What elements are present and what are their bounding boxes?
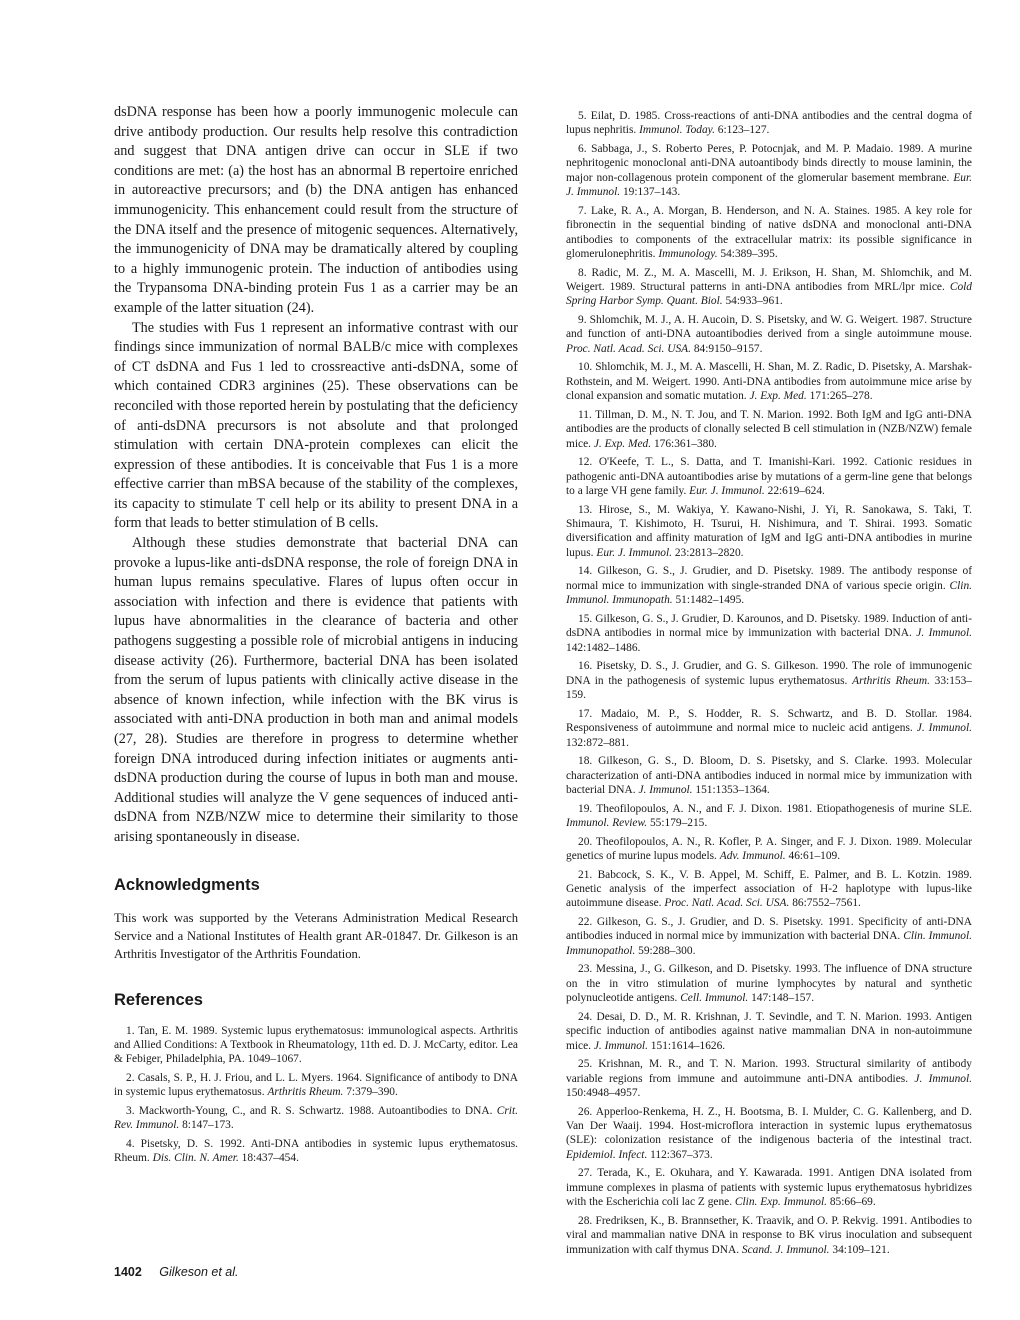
reference-item <box>566 142 972 200</box>
reference-volume-pages: 7:379–390. <box>343 1086 398 1099</box>
reference-journal: Immunology. <box>658 248 718 261</box>
reference-item <box>566 266 972 309</box>
reference-item <box>566 962 972 1005</box>
reference-text: 28. Fredriksen, K., B. Brannsether, K. Traavik, and O. P. Rekvig. 1991. Antibodies to viral and mammalian native DNA in response to BK virus inoculation and subsequent immunization with calf thymus DNA. <box>566 1214 972 1256</box>
reference-journal: Cold Spring Harbor Symp. Quant. Biol. <box>566 281 972 308</box>
acknowledgments-text: This work was supported by the Veterans Administration Medical Research Service and a National Institutes of Health grant AR-01847. Dr. Gilkeson is an Arthritis Investigator of the Arthritis Foundation. <box>114 910 518 961</box>
reference-journal: Proc. Natl. Acad. Sci. USA. <box>664 897 790 910</box>
reference-journal: Eur. J. Immunol. <box>566 171 972 199</box>
reference-volume-pages: 86:7552–7561. <box>789 897 861 910</box>
reference-volume-pages: 151:1353–1364. <box>692 783 770 796</box>
reference-volume-pages: 176:361–380. <box>651 437 717 450</box>
reference-text: 9. Shlomchik, M. J., A. H. Aucoin, D. S. Pisetsky, and W. G. Weigert. 1987. Structure and function of anti-DNA autoantibodies derived from a single autoimmune mouse. <box>566 314 972 341</box>
right-column <box>566 103 972 1261</box>
reference-item <box>566 835 972 864</box>
reference-volume-pages: 22:619–624. <box>764 485 825 498</box>
reference-journal: Clin. Exp. Immunol. <box>734 1196 827 1209</box>
reference-journal: J. Immunol. <box>914 1072 972 1085</box>
reference-volume-pages: 112:367–373. <box>647 1148 713 1161</box>
left-column <box>114 103 518 1170</box>
references-heading: References <box>114 990 203 1009</box>
reference-text: 5. Eilat, D. 1985. Cross-reactions of anti-DNA antibodies and the central dogma of lupus nephritis. <box>566 110 972 137</box>
reference-item <box>566 612 972 655</box>
reference-volume-pages: 46:61–109. <box>785 849 841 862</box>
reference-volume-pages: 147:148–157. <box>748 992 815 1005</box>
reference-item <box>566 1214 972 1257</box>
body-paragraph: The studies with Fus 1 represent an informative contrast with our findings since immunization of normal BALB/c mice with complexes of CT dsDNA and Fus 1 led to crossreactive anti-dsDNA, some of which contained CDR3 arginines (25). These observations can be reconciled with those reported herein by postulating that the deficiency of anti-dsDNA precursors is not absolute and that prolonged stimulation with certain DNA-protein complexes can elicit the expression of these antibodies. It is conceivable that Fus 1 is a more effective carrier than mBSA because of the stability of the complexes, its capacity to stimulate T cell help or its ability to present DNA in a form that leads to better stimulation of B cells. <box>114 319 518 532</box>
reference-volume-pages: 151:1614–1626. <box>647 1039 726 1052</box>
reference-text: 18. Gilkeson, G. S., D. Bloom, D. S. Pisetsky, and S. Clarke. 1993. Molecular characterization of anti-DNA antibodies induced in normal mice by immunization with bacterial DNA. <box>566 755 972 796</box>
reference-volume-pages: 84:9150–9157. <box>690 342 763 355</box>
reference-text: 19. Theofilopoulos, A. N., and F. J. Dixon. 1981. Etiopathogenesis of murine SLE. <box>578 802 972 815</box>
reference-journal: Clin. Immunol. Immunopath. <box>566 579 972 607</box>
reference-volume-pages: 23:2813–2820. <box>672 546 744 559</box>
reference-item <box>114 1071 518 1100</box>
reference-item <box>566 1010 972 1053</box>
reference-text: 1. Tan, E. M. 1989. Systemic lupus erythematosus: immunological aspects. Arthritis and Allied Conditions: A Textbook in Rheumatology, 11th ed. D. J. McCarty, editor. Lea & Febiger, Philadelphia, PA. 1049–1067. <box>114 1024 518 1066</box>
reference-journal: J. Immunol. <box>593 1039 648 1052</box>
reference-item <box>566 915 972 958</box>
reference-text: 2. Casals, S. P., H. J. Friou, and L. L. Myers. 1964. Significance of antibody to DNA in systemic lupus erythematosus. <box>114 1071 518 1099</box>
reference-text: 24. Desai, D. D., M. R. Krishnan, J. T. Sevindle, and T. N. Marion. 1993. Antigen specific induction of antibodies against native mammalian DNA in non-autoimmune mice. <box>566 1010 972 1052</box>
reference-item <box>114 1024 518 1067</box>
reference-text: 15. Gilkeson, G. S., J. Grudier, D. Karounos, and D. Pisetsky. 1989. Induction of anti-dsDNA antibodies in normal mice by immunization with bacterial DNA. <box>566 612 972 640</box>
reference-journal: Proc. Natl. Acad. Sci. USA. <box>566 342 691 355</box>
reference-item <box>566 1105 972 1163</box>
reference-volume-pages: 34:109–121. <box>829 1243 890 1256</box>
reference-item <box>114 1104 518 1133</box>
body-paragraph: dsDNA response has been how a poorly immunogenic molecule can drive antibody production. Our results help resolve this contradiction and suggest that DNA antigen drive can occur in SLE if two conditions are met: (a) the host has an abnormal B repertoire enriched in autoreactive precursors; and (b) the DNA antigen has enhanced immunogenicity. This enhancement could result from the structure of the DNA itself and the presence of mitogenic sequences. Alternatively, the immunogenicity of DNA may be dramatically altered by coupling to a highly immunogenic protein. The induction of antibodies using the Trypansoma DNA-binding protein Fus 1 as a carrier may be an example of the latter situation (24). <box>114 104 518 316</box>
reference-journal: Dis. Clin. N. Amer. <box>152 1152 239 1165</box>
reference-journal: Epidemiol. Infect. <box>566 1148 648 1161</box>
reference-journal: J. Immunol. <box>638 783 693 796</box>
reference-journal: J. Exp. Med. <box>749 390 807 403</box>
reference-text: 11. Tillman, D. M., N. T. Jou, and T. N. Marion. 1992. Both IgM and IgG anti-DNA antibodies are the products of clonally selected B cell stimulation in (NZB/NZW) female mice. <box>566 408 972 450</box>
reference-text: 13. Hirose, S., M. Wakiya, Y. Kawano-Nishi, J. Yi, R. Sanokawa, S. Taki, T. Shimaura, T. Kishimoto, H. Tsurui, H. Nishimura, and T. Shirai. 1993. Somatic diversification and affinity maturation of IgM and IgG anti-DNA antibodies in murine lupus. <box>566 503 972 559</box>
reference-volume-pages: 54:933–961. <box>722 295 783 308</box>
reference-journal: J. Exp. Med. <box>593 437 652 450</box>
page-number: 1402 <box>114 1265 142 1279</box>
reference-item <box>566 1166 972 1209</box>
reference-item <box>566 455 972 498</box>
acknowledgments-heading: Acknowledgments <box>114 875 260 894</box>
reference-volume-pages: 150:4948–4957. <box>566 1086 641 1099</box>
reference-text: 25. Krishnan, M. R., and T. N. Marion. 1993. Structural similarity of antibody variable regions from immune and autoimmune anti-DNA antibodies. <box>566 1058 972 1085</box>
reference-journal: Arthritis Rheum. <box>852 674 930 687</box>
reference-item <box>566 868 972 911</box>
reference-volume-pages: 142:1482–1486. <box>566 641 641 654</box>
reference-text: 3. Mackworth-Young, C., and R. S. Schwartz. 1988. Autoantibodies to DNA. <box>126 1104 497 1117</box>
reference-journal: Cell. Immunol. <box>680 992 749 1005</box>
reference-volume-pages: 59:288–300. <box>635 944 696 957</box>
reference-text: 12. O'Keefe, T. L., S. Datta, and T. Imanishi-Kari. 1992. Cationic residues in pathogenic anti-DNA autoantibodies arise by mutations of a germ-line gene that belongs to a large VH gene family. <box>566 456 972 498</box>
reference-item <box>566 1057 972 1100</box>
reference-text: 20. Theofilopoulos, A. N., R. Kofler, P. A. Singer, and F. J. Dixon. 1989. Molecular genetics of murine lupus models. <box>566 835 972 862</box>
reference-text: 23. Messina, J., G. Gilkeson, and D. Pisetsky. 1993. The influence of DNA structure on the in vitro stimulation of murine lymphocytes by natural and synthetic polynucleotide antigens. <box>566 963 972 1005</box>
reference-volume-pages: 19:137–143. <box>620 186 681 199</box>
reference-item <box>114 1137 518 1166</box>
reference-journal: J. Immunol. <box>916 627 972 640</box>
reference-journal: Immunol. Today. <box>639 124 715 137</box>
reference-item <box>566 802 972 831</box>
reference-item <box>566 204 972 262</box>
body-paragraph: Although these studies demonstrate that bacterial DNA can provoke a lupus-like anti-dsDNA response, the role of foreign DNA in human lupus remains speculative. Flares of lupus often occur in association with infection and there is evidence that patients with lupus have abnormalities in the clearance of bacteria and other pathogens suggesting a possible role of microbial antigens in inducing disease activity (26). Furthermore, bacterial DNA has been isolated from the serum of lupus patients with clinically active disease in the absence of known infection, while infection with the BK virus is associated with anti-DNA production in both man and animal models (27, 28). Studies are therefore in progress to determine whether foreign DNA introduced during infection initiates or augments anti-dsDNA production during the course of lupus in both man and mouse. Additional studies will analyze the V gene sequences of induced anti-dsDNA from NZB/NZW mice to determine their similarity to those arising spontaneously in disease. <box>114 535 518 845</box>
reference-text: 7. Lake, R. A., A. Morgan, B. Henderson, and N. A. Staines. 1985. A key role for fibronectin in the sequential binding of native dsDNA and monoclonal anti-DNA antibodies to components of the extracellular matrix: its possible significance in glomerulonephritis. <box>566 204 972 261</box>
reference-volume-pages: 54:389–395. <box>717 248 778 261</box>
reference-item <box>566 313 972 356</box>
reference-text: 21. Babcock, S. K., V. B. Appel, M. Schiff, E. Palmer, and B. L. Kotzin. 1989. Genetic analysis of the imperfect association of H-2 haplotype with lupus-like autoimmune disease. <box>566 868 972 910</box>
reference-item <box>566 109 972 138</box>
reference-item <box>566 754 972 797</box>
reference-text: 14. Gilkeson, G. S., J. Grudier, and D. Pisetsky. 1989. The antibody response of normal mice to immunization with single-stranded DNA of various specie origin. <box>566 565 972 592</box>
reference-item <box>566 659 972 702</box>
reference-item <box>566 707 972 750</box>
reference-text: 27. Terada, K., E. Okuhara, and Y. Kawarada. 1991. Antigen DNA isolated from immune complexes in plasma of patients with systemic lupus erythematosus hybridizes with the Escherichia coli lac Z gene. <box>566 1167 972 1209</box>
reference-volume-pages: 85:66–69. <box>826 1196 876 1209</box>
reference-text: 16. Pisetsky, D. S., J. Grudier, and G. S. Gilkeson. 1990. The role of immunogenic DNA in the pathogenesis of systemic lupus erythematosus. <box>566 660 972 687</box>
reference-item <box>566 360 972 403</box>
reference-journal: Eur. J. Immunol. <box>689 485 765 498</box>
reference-text: 6. Sabbaga, J., S. Roberto Peres, P. Potocnjak, and M. P. Madaio. 1989. A murine nephritogenic monoclonal anti-DNA autoantibody binds directly to mouse laminin, the major non-collagenous protein component of the glomerular basement membrane. <box>566 143 972 184</box>
reference-list-left <box>114 1024 518 1166</box>
reference-volume-pages: 55:179–215. <box>647 816 708 829</box>
reference-journal: Clin. Immunol. Immunopathol. <box>566 930 972 957</box>
reference-volume-pages: 6:123–127. <box>714 124 770 137</box>
reference-item <box>566 408 972 451</box>
reference-journal: J. Immunol. <box>916 722 972 735</box>
reference-text: 4. Pisetsky, D. S. 1992. Anti-DNA antibodies in systemic lupus erythematosus. Rheum. <box>114 1137 518 1165</box>
reference-volume-pages: 171:265–278. <box>806 390 873 403</box>
reference-volume-pages: 8:147–173. <box>179 1119 234 1132</box>
reference-volume-pages: 51:1482–1495. <box>672 594 745 607</box>
running-head: Gilkeson et al. <box>159 1265 239 1279</box>
reference-item <box>566 503 972 561</box>
reference-text: 10. Shlomchik, M. J., M. A. Mascelli, H. Shan, M. Z. Radic, D. Pisetsky, A. Marshak-Rothstein, and M. Weigert. 1990. Anti-DNA antibodies from autoimmune mice arise by clonal expansion and somatic mutation. <box>566 361 972 403</box>
reference-journal: Adv. Immunol. <box>719 849 786 862</box>
reference-journal: Eur. J. Immunol. <box>596 546 673 559</box>
reference-text: 17. Madaio, M. P., S. Hodder, R. S. Schwartz, and B. D. Stollar. 1984. Responsiveness of autoimmune and normal mice to nucleic acid antigens. <box>566 707 972 735</box>
reference-volume-pages: 18:437–454. <box>238 1152 299 1165</box>
reference-list-right <box>566 109 972 1257</box>
reference-journal: Crit. Rev. Immunol. <box>114 1104 518 1132</box>
reference-journal: Immunol. Review. <box>566 816 648 829</box>
reference-text: 22. Gilkeson, G. S., J. Grudier, and D. S. Pisetsky. 1991. Specificity of anti-DNA antibodies induced in normal mice by immunization with bacterial DNA. <box>566 915 972 943</box>
reference-item <box>566 564 972 607</box>
reference-volume-pages: 33:153–159. <box>566 674 972 702</box>
reference-volume-pages: 132:872–881. <box>566 736 629 749</box>
reference-journal: Scand. J. Immunol. <box>741 1243 830 1256</box>
reference-text: 26. Apperloo-Renkema, H. Z., H. Bootsma, B. I. Mulder, C. G. Kallenberg, and D. Van Der Waaij. 1994. Host-microflora interaction in systemic lupus erythematosus (SLE): colonization resistance of the indigenous bacteria of the intestinal tract. <box>566 1105 972 1147</box>
reference-journal: Arthritis Rheum. <box>267 1086 344 1099</box>
page-footer <box>114 1265 239 1279</box>
reference-text: 8. Radic, M. Z., M. A. Mascelli, M. J. Erikson, H. Shan, M. Shlomchik, and M. Weigert. 1989. Structural patterns in anti-DNA antibodies from MRL/lpr mice. <box>566 266 972 294</box>
